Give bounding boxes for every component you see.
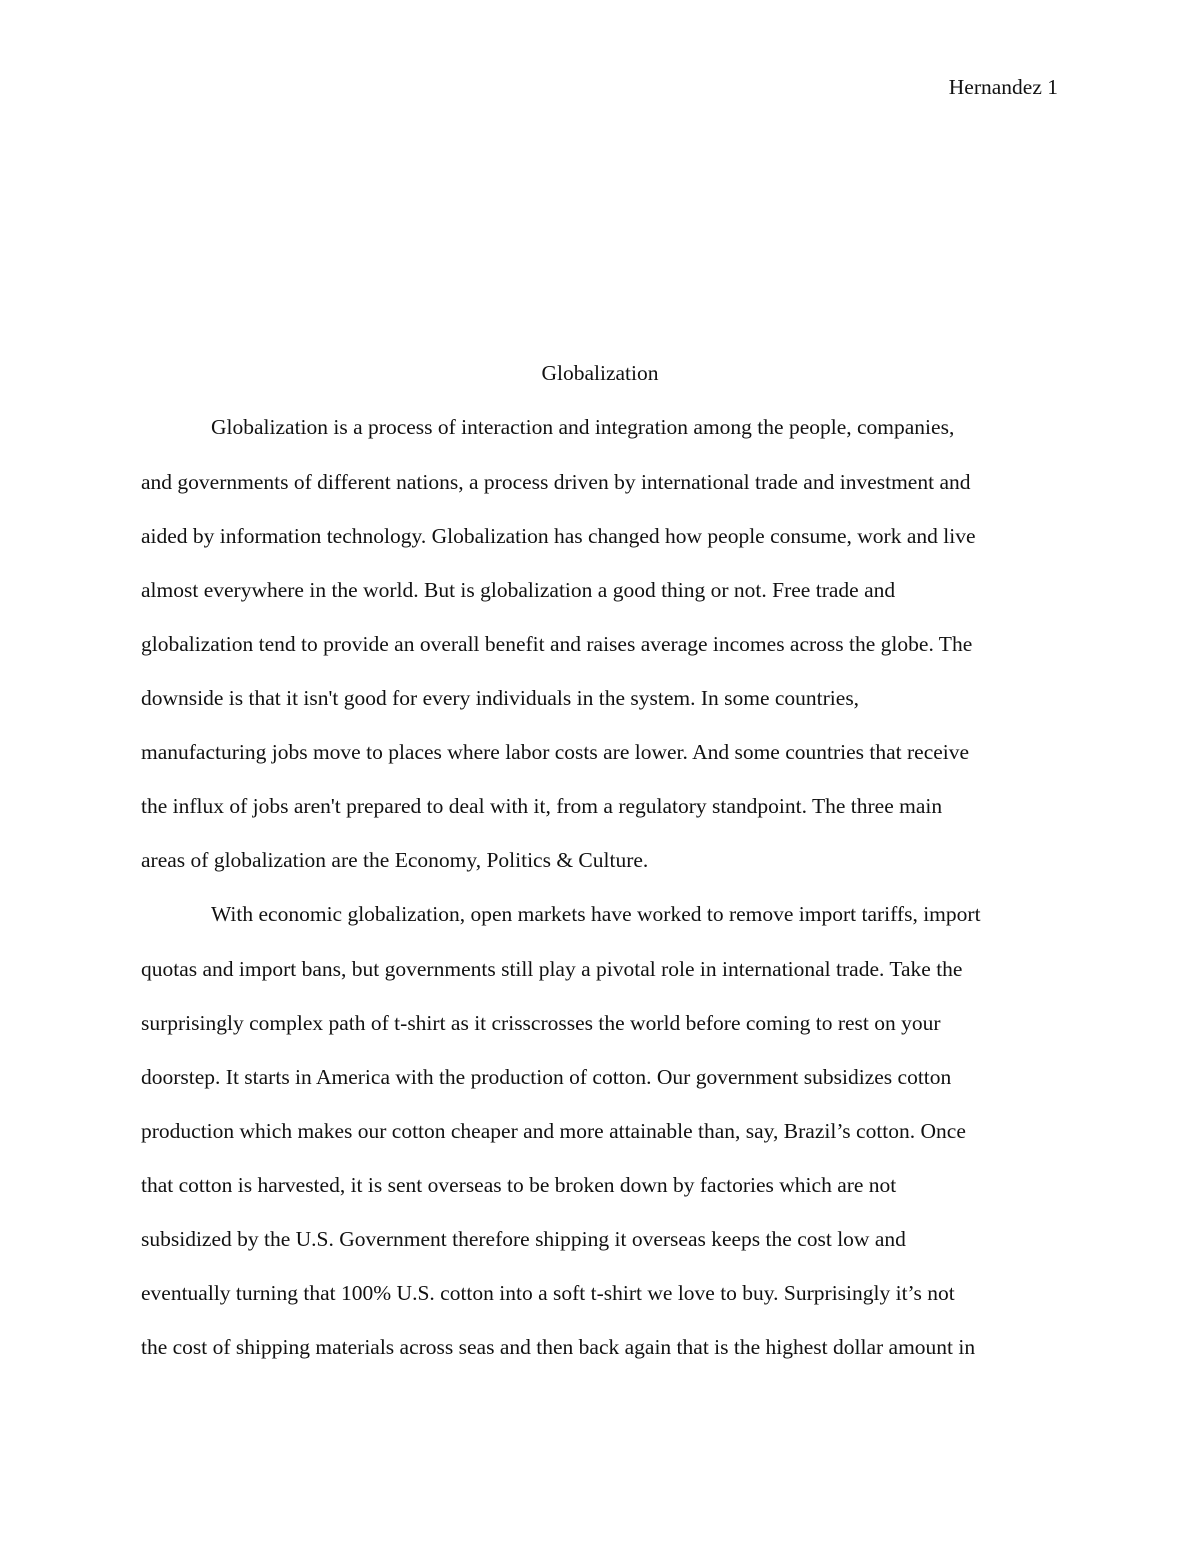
body-line: almost everywhere in the world. But is globalization a good thing or not. Free trade and — [141, 578, 896, 602]
body-line: subsidized by the U.S. Government therefore shipping it overseas keeps the cost low and — [141, 1227, 906, 1251]
body-line: downside is that it isn't good for every individuals in the system. In some countries, — [141, 686, 860, 710]
body-line: quotas and import bans, but governments still play a pivotal role in international trade. Take the — [141, 957, 963, 981]
body-line: surprisingly complex path of t-shirt as it crisscrosses the world before coming to rest on your — [141, 1011, 941, 1035]
body-line: production which makes our cotton cheaper and more attainable than, say, Brazil’s cotton. Once — [141, 1119, 966, 1143]
running-head: Hernandez 1 — [948, 75, 1058, 99]
body-line: doorstep. It starts in America with the production of cotton. Our government subsidizes cotton — [141, 1065, 952, 1089]
body-line: and governments of different nations, a process driven by international trade and investment and — [141, 470, 971, 494]
body-line: the influx of jobs aren't prepared to deal with it, from a regulatory standpoint. The three main — [141, 794, 943, 818]
body-line: areas of globalization are the Economy, Politics & Culture. — [141, 848, 649, 872]
body-line: aided by information technology. Globalization has changed how people consume, work and live — [141, 524, 976, 548]
body-line: globalization tend to provide an overall benefit and raises average incomes across the globe. The — [141, 632, 973, 656]
body-line: the cost of shipping materials across seas and then back again that is the highest dollar amount in — [141, 1335, 976, 1359]
body-line: Globalization is a process of interaction and integration among the people, companies, — [211, 415, 955, 439]
body-line: eventually turning that 100% U.S. cotton into a soft t-shirt we love to buy. Surprisingly it’s not — [141, 1281, 955, 1305]
essay-title: Globalization — [541, 361, 659, 385]
body-line: manufacturing jobs move to places where labor costs are lower. And some countries that receive — [141, 740, 970, 764]
body-line: that cotton is harvested, it is sent overseas to be broken down by factories which are not — [141, 1173, 897, 1197]
body-line: With economic globalization, open markets have worked to remove import tariffs, import — [211, 902, 981, 926]
